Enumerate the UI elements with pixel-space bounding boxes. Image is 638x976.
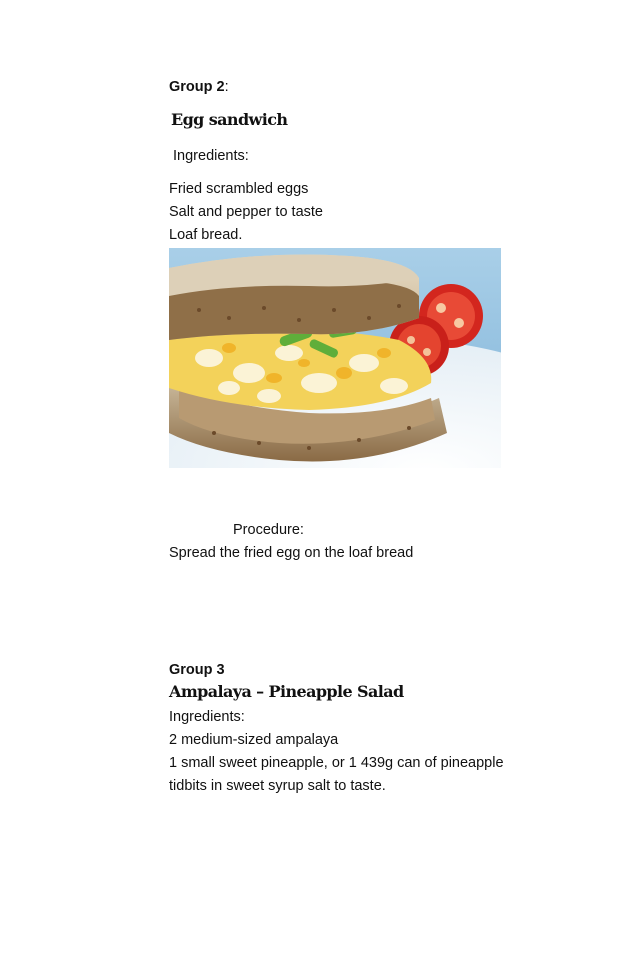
group2-ingredients-label: Ingredients: [169, 148, 249, 164]
group2-ingredient-2: Salt and pepper to taste [169, 204, 323, 220]
group3-ingredient-2: 1 small sweet pineapple, or 1 439g can of pineapple [169, 755, 504, 771]
group3-title: Ampalaya – Pineapple Salad [169, 682, 404, 701]
group2-ingredient-3: Loaf bread. [169, 227, 243, 243]
group2-ingredient-1: Fried scrambled eggs [169, 181, 309, 197]
group2-heading-colon: : [224, 79, 229, 95]
group2-procedure-text: Spread the fried egg on the loaf bread [169, 545, 414, 561]
group2-heading-label: Group 2 [169, 79, 225, 95]
egg-sandwich-photo [169, 248, 501, 468]
group3-ingredients-label: Ingredients: [169, 709, 245, 725]
group2-procedure-label: Procedure: [233, 522, 304, 538]
group3-heading: Group 3 [169, 662, 225, 678]
group2-title: Egg sandwich [171, 110, 288, 129]
group2-heading [169, 76, 229, 98]
group3-ingredient-1: 2 medium-sized ampalaya [169, 732, 339, 748]
group3-ingredient-3: tidbits in sweet syrup salt to taste. [169, 778, 386, 794]
